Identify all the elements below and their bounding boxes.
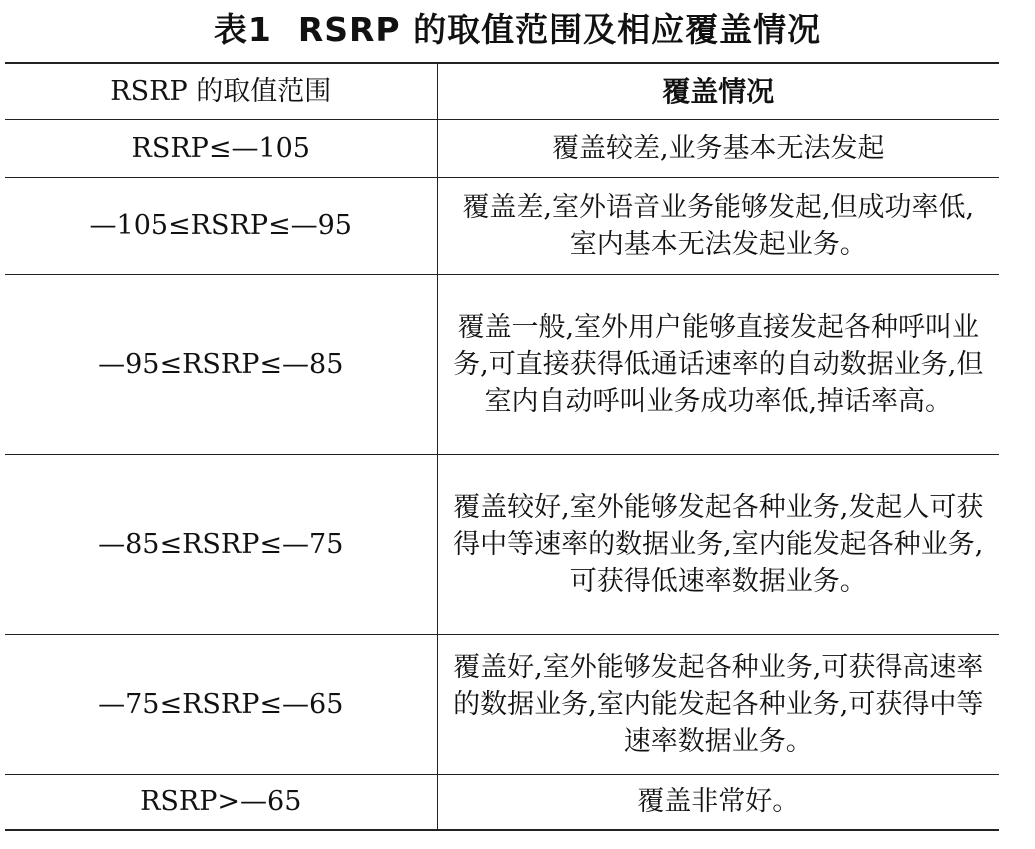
table-row xyxy=(5,774,999,830)
table-row xyxy=(5,177,999,274)
table-row xyxy=(5,274,999,454)
header-range: RSRP 的取值范围 xyxy=(5,63,437,119)
table-row xyxy=(5,119,999,177)
header-coverage: 覆盖情况 xyxy=(662,74,775,108)
range-cell: —95≤RSRP≤—85 xyxy=(5,274,437,454)
range-cell: RSRP>—65 xyxy=(5,774,437,830)
range-cell: —105≤RSRP≤—95 xyxy=(5,177,437,274)
coverage-cell: 覆盖较差,业务基本无法发起 xyxy=(551,132,885,164)
coverage-cell: 覆盖差,室外语音业务能够发起,但成功率低,室内基本无法发起业务。 xyxy=(462,191,975,260)
coverage-cell: 覆盖好,室外能够发起各种业务,可获得高速率的数据业务,室内能发起各种业务,可获得中等速率数据业务。 xyxy=(453,651,984,757)
range-cell: —75≤RSRP≤—65 xyxy=(5,634,437,774)
table-number: 表1 xyxy=(213,10,272,49)
range-cell: RSRP≤—105 xyxy=(5,119,437,177)
table-caption xyxy=(0,8,1035,52)
coverage-cell: 覆盖较好,室外能够发起各种业务,发起人可获得中等速率的数据业务,室内能发起各种业务,可获得低速率数据业务。 xyxy=(453,491,984,597)
coverage-cell: 覆盖非常好。 xyxy=(637,786,800,818)
table-title: RSRP 的取值范围及相应覆盖情况 xyxy=(297,10,822,49)
coverage-cell: 覆盖一般,室外用户能够直接发起各种呼叫业务,可直接获得低通话速率的自动数据业务,但室内自动呼叫业务成功率低,掉话率高。 xyxy=(453,311,984,417)
range-cell: —85≤RSRP≤—75 xyxy=(5,454,437,634)
rsrp-coverage-table xyxy=(5,62,999,831)
table-row xyxy=(5,454,999,634)
table-row xyxy=(5,634,999,774)
header-row xyxy=(5,63,999,119)
